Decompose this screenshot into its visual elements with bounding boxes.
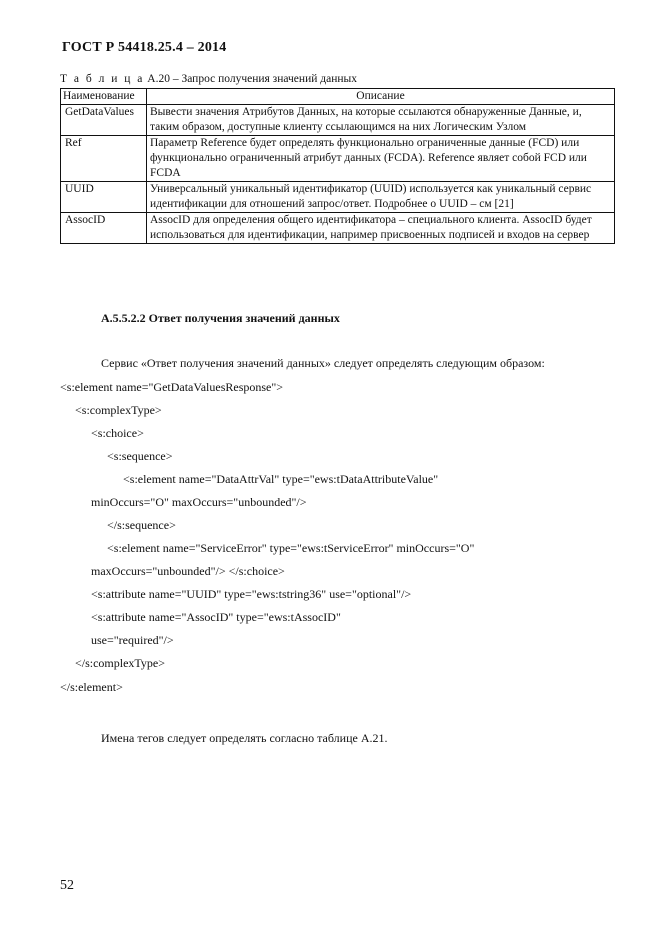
- code-line: <s:element name="GetDataValuesResponse">: [60, 380, 284, 394]
- code-line: </s:element>: [60, 680, 123, 694]
- column-header-name: Наименование: [61, 89, 147, 105]
- code-line: maxOccurs="unbounded"/> </s:choice>: [91, 564, 285, 578]
- code-line: <s:complexType>: [75, 403, 162, 417]
- intro-paragraph: Сервис «Ответ получения значений данных» следует определять следующим образом:: [101, 356, 545, 370]
- code-line: <s:element name="ServiceError" type="ews:tServiceError" minOccurs="O": [107, 541, 475, 555]
- parameter-description-cell: Параметр Reference будет определять функционально ограниченные данные (FCD) или функционально ограниченный атрибут данных (FCDA). Reference являет собой FCD или FCDA: [147, 136, 615, 182]
- table-row: [61, 136, 615, 182]
- document-header: ГОСТ Р 54418.25.4 – 2014: [62, 40, 227, 55]
- table-row: [61, 213, 615, 244]
- parameter-description-cell: Вывести значения Атрибутов Данных, на которые ссылаются обнаруженные Данные, и, таким образом, доступные клиенту ссылающимся на них Логическим Узлом: [147, 105, 615, 136]
- closing-paragraph: Имена тегов следует определять согласно таблице А.21.: [101, 731, 388, 745]
- parameter-name-cell: UUID: [61, 182, 147, 213]
- column-header-description: Описание: [147, 89, 615, 105]
- code-line: </s:sequence>: [107, 518, 176, 532]
- page-number: 52: [60, 878, 74, 893]
- table-caption-prefix: Т а б л и ц а: [60, 73, 145, 85]
- code-line: use="required"/>: [91, 633, 174, 647]
- code-line: minOccurs="O" maxOccurs="unbounded"/>: [91, 495, 307, 509]
- table-caption-text: А.20 – Запрос получения значений данных: [147, 73, 357, 85]
- parameter-name-cell: GetDataValues: [61, 105, 147, 136]
- code-line: <s:sequence>: [107, 449, 173, 463]
- section-heading: А.5.5.2.2 Ответ получения значений данных: [101, 311, 340, 325]
- table-row: [61, 105, 615, 136]
- code-line: </s:complexType>: [75, 656, 166, 670]
- code-line: <s:attribute name="UUID" type="ews:tstring36" use="optional"/>: [91, 587, 412, 601]
- parameter-description-cell: Универсальный уникальный идентификатор (UUID) используется как уникальный сервис идентификации для отношений запрос/ответ. Подробнее о UUID – см [21]: [147, 182, 615, 213]
- table-header-row: [61, 89, 615, 105]
- table-caption: [60, 73, 357, 85]
- code-line: <s:choice>: [91, 426, 144, 440]
- table-row: [61, 182, 615, 213]
- parameter-description-cell: AssocID для определения общего идентификатора – специального клиента. AssocID будет использоваться для идентификации, например присвоенных подписей и входов на сервер: [147, 213, 615, 244]
- parameter-name-cell: Ref: [61, 136, 147, 182]
- request-parameters-table: [60, 88, 615, 244]
- code-line: <s:attribute name="AssocID" type="ews:tAssocID": [91, 610, 341, 624]
- parameter-name-cell: AssocID: [61, 213, 147, 244]
- code-line: <s:element name="DataAttrVal" type="ews:tDataAttributeValue": [123, 472, 439, 486]
